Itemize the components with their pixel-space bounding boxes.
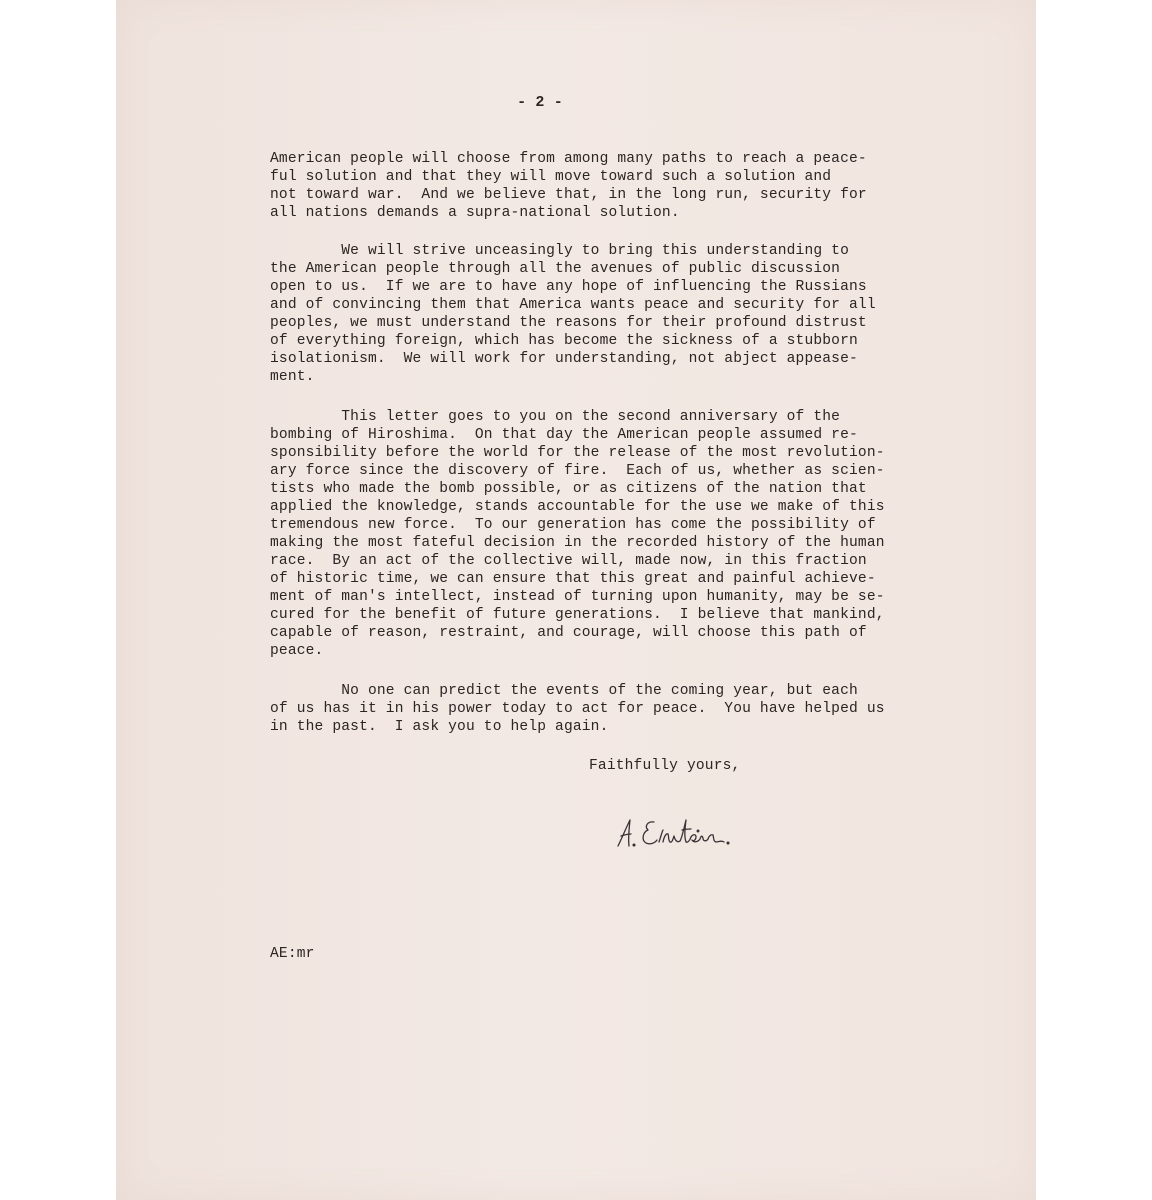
paragraph-4-line-1: No one can predict the events of the coming year, but each (270, 683, 858, 699)
paragraph-3-line-10: of historic time, we can ensure that this great and painful achieve- (270, 571, 876, 587)
paragraph-3-line-13: capable of reason, restraint, and courage, will choose this path of (270, 625, 867, 641)
paragraph-1-line-2: ful solution and that they will move toward such a solution and (270, 169, 832, 185)
paragraph-3-line-5: tists who made the bomb possible, or as citizens of the nation that (270, 481, 867, 497)
paragraph-2-line-7: isolationism. We will work for understanding, not abject appease- (270, 351, 858, 367)
paragraph-3-line-4: ary force since the discovery of fire. Each of us, whether as scien- (270, 463, 885, 479)
paragraph-2-line-2: the American people through all the avenues of public discussion (270, 261, 841, 277)
paragraph-2-line-8: ment. (270, 369, 315, 385)
paragraph-4-line-2: of us has it in his power today to act for peace. You have helped us (270, 701, 885, 717)
paragraph-4-line-3: in the past. I ask you to help again. (270, 719, 609, 735)
paragraph-3-line-3: sponsibility before the world for the release of the most revolution- (270, 445, 885, 461)
paragraph-3-line-6: applied the knowledge, stands accountable for the use we make of this (270, 499, 885, 515)
paragraph-3-line-11: ment of man's intellect, instead of turning upon humanity, may be se- (270, 589, 885, 605)
paragraph-3-line-1: This letter goes to you on the second anniversary of the (270, 409, 841, 425)
paragraph-3-line-7: tremendous new force. To our generation has come the possibility of (270, 517, 876, 533)
paragraph-3-line-12: cured for the benefit of future generations. I believe that mankind, (270, 607, 885, 623)
page-number: - 2 - (517, 94, 563, 111)
closing-salutation: Faithfully yours, (589, 758, 741, 774)
paragraph-1-line-3: not toward war. And we believe that, in the long run, security for (270, 187, 867, 203)
paragraph-1-line-4: all nations demands a supra-national solution. (270, 205, 680, 221)
paragraph-3-line-14: peace. (270, 643, 324, 659)
paragraph-2-line-5: peoples, we must understand the reasons for their profound distrust (270, 315, 867, 331)
typist-initials: AE:mr (270, 946, 315, 962)
paragraph-1-line-1: American people will choose from among many paths to reach a peace- (270, 151, 867, 167)
paragraph-2-line-3: open to us. If we are to have any hope of influencing the Russians (270, 279, 867, 295)
paragraph-2-line-4: and of convincing them that America wants peace and security for all (270, 297, 876, 313)
paragraph-3-line-9: race. By an act of the collective will, made now, in this fraction (270, 553, 867, 569)
paragraph-2-line-6: of everything foreign, which has become the sickness of a stubborn (270, 333, 858, 349)
paragraph-2-line-1: We will strive unceasingly to bring this understanding to (270, 243, 849, 259)
paragraph-3-line-2: bombing of Hiroshima. On that day the American people assumed re- (270, 427, 858, 443)
handwritten-signature (612, 812, 762, 856)
paragraph-3-line-8: making the most fateful decision in the recorded history of the human (270, 535, 885, 551)
letter-page (116, 0, 1036, 1200)
